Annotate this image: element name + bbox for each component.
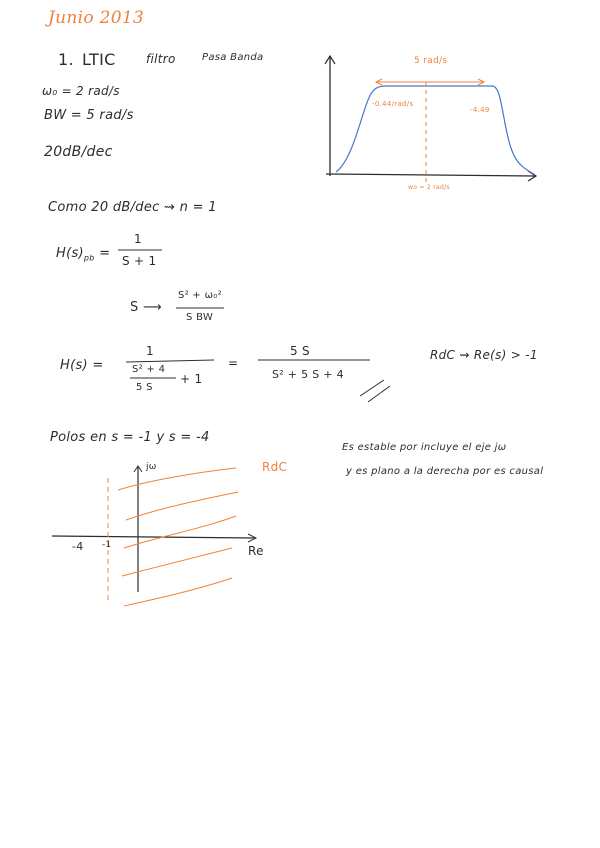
tick-minus-four: -4	[72, 540, 84, 553]
bandpass-inner-numerator: S² + 4	[132, 364, 166, 375]
lowpass-h: H(s)	[56, 246, 84, 261]
lowpass-denominator: S + 1	[122, 254, 157, 268]
transform-lhs: S ⟶	[130, 300, 162, 315]
system-type: LTIC	[82, 50, 116, 69]
center-frequency-label: wo = 2 rad/s	[408, 184, 450, 191]
order-statement: Como 20 dB/dec ⇝ n = 1	[48, 200, 217, 215]
bandpass-inner-denominator: 5 S	[136, 382, 153, 393]
bandwidth-label: 5 rad/s	[414, 56, 448, 66]
filter-word: filtro	[146, 52, 176, 66]
stability-line-1: Es estable por incluye el eje jω	[342, 442, 507, 453]
jw-axis-label: jω	[146, 462, 157, 472]
transform-numerator: S² + ω₀²	[178, 290, 222, 301]
bandpass-result-numerator: 5 S	[290, 344, 310, 358]
lowpass-sub: pb	[83, 253, 95, 263]
bandpass-plus-one: + 1	[180, 372, 203, 386]
page-title: Junio 2013	[48, 8, 145, 28]
poles-statement: Polos en s = -1 y s = -4	[50, 430, 210, 445]
bandpass-result-denominator: S² + 5 S + 4	[272, 368, 344, 381]
stability-line-2: y es plano a la derecha por es causal	[346, 466, 544, 477]
bandpass-lhs: H(s) =	[60, 358, 104, 373]
roc-statement: RdC ⇝ Re(s) > -1	[430, 348, 538, 362]
transform-denominator: S BW	[186, 312, 214, 323]
left-cutoff-label: -0.44/rad/s	[372, 100, 414, 108]
tick-minus-one: -1	[102, 540, 112, 550]
spec-w0: ω₀ = 2 rad/s	[42, 84, 120, 98]
bandpass-equals: =	[228, 356, 239, 370]
s-plane-graph	[52, 466, 256, 606]
lowpass-numerator: 1	[134, 232, 142, 246]
right-cutoff-label: -4.49	[470, 106, 490, 114]
magnitude-graph	[325, 56, 536, 186]
problem-number: 1.	[58, 50, 74, 69]
lowpass-eq: =	[99, 246, 111, 261]
bandpass-numerator: 1	[146, 344, 154, 358]
re-axis-label: Re	[248, 544, 264, 558]
filter-type: Pasa Banda	[202, 52, 264, 63]
lowpass-lhs	[56, 246, 110, 263]
spec-slope: 20dB/dec	[44, 144, 113, 160]
spec-bw: BW = 5 rad/s	[44, 108, 134, 123]
roc-region-label: RdC	[262, 460, 288, 474]
